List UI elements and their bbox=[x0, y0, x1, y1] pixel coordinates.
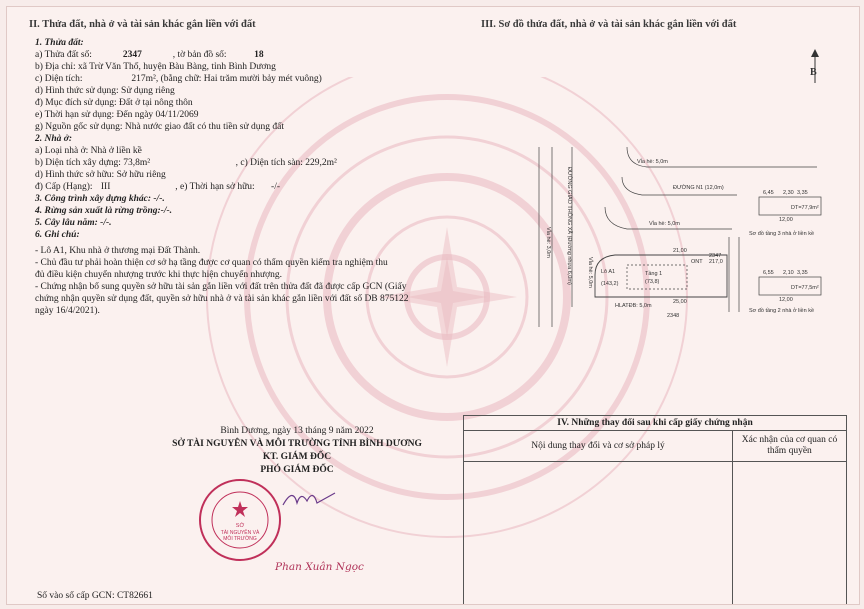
official-seal bbox=[197, 477, 283, 563]
dim-25: 25,00 bbox=[673, 299, 687, 305]
compass-letter: B bbox=[810, 67, 817, 78]
svg-text:SỞ: SỞ bbox=[235, 523, 245, 529]
col-confirmation: Xác nhận của cơ quan có thẩm quyền bbox=[741, 435, 838, 456]
map-number: 18 bbox=[254, 50, 264, 60]
section3-title: III. Sơ đồ thửa đất, nhà ở và tài sản khác gắn liền với đất bbox=[481, 19, 737, 30]
dt-top: DT=77,9m² bbox=[791, 205, 819, 211]
area-label: c) Diện tích: bbox=[35, 74, 83, 84]
map-label: , tờ bản đồ số: bbox=[172, 50, 227, 60]
label-ont: ONT bbox=[691, 259, 703, 265]
place-date: Bình Dương, ngày 13 tháng 9 năm 2022 bbox=[220, 426, 374, 436]
item-4: 4. Rừng sản xuất là rừng trồng:-/-. bbox=[35, 206, 173, 216]
label-vialu-left: Vỉa hè: 3,0m bbox=[545, 227, 551, 258]
parcel-number: 2347 bbox=[122, 50, 142, 60]
own-form-label: d) Hình thức sở hữu: bbox=[35, 170, 115, 180]
use-form-label: d) Hình thức sử dụng: bbox=[35, 86, 119, 96]
handwritten-signature bbox=[279, 485, 339, 513]
item-5: 5. Cây lâu năm: -/-. bbox=[35, 218, 112, 228]
address-value: xã Trừ Văn Thố, huyện Bàu Bàng, tỉnh Bình Dương bbox=[78, 62, 276, 72]
label-parcel-no: 2347 bbox=[709, 253, 722, 259]
grade-row bbox=[35, 181, 455, 193]
label-vialu-lot: Vỉa hè: 5,0m bbox=[587, 257, 593, 288]
label-vialu-top: Vỉa hè: 5,0m bbox=[637, 159, 668, 165]
svg-text:TÀI NGUYÊN VÀ: TÀI NGUYÊN VÀ bbox=[220, 530, 260, 536]
dim-bot-1200: 12,00 bbox=[779, 297, 793, 303]
changes-table bbox=[463, 415, 847, 605]
land-heading: 1. Thửa đất: bbox=[35, 38, 84, 48]
label-vialu-mid: Vỉa hè: 5,0m bbox=[649, 221, 680, 227]
svg-text:MÔI TRƯỜNG: MÔI TRƯỜNG bbox=[223, 536, 257, 542]
own-term-label: , e) Thời hạn sở hữu: bbox=[175, 182, 255, 192]
kt-title: KT. GIÁM ĐỐC bbox=[262, 452, 332, 462]
house-type-value: Nhà ở liền kề bbox=[90, 146, 142, 156]
column-divider bbox=[732, 461, 733, 604]
area-value: 217m², (bằng chữ: Hai trăm mười bảy mét vuông) bbox=[131, 74, 322, 84]
use-form-row bbox=[35, 85, 455, 97]
dim-top-230: 2,30 bbox=[783, 190, 794, 196]
gcn-number: Số vào sổ cấp GCN: CT82661 bbox=[37, 591, 153, 601]
house-type-row bbox=[35, 145, 455, 157]
dim-bot-335: 3,35 bbox=[797, 270, 808, 276]
parcel-label: a) Thửa đất số: bbox=[35, 50, 92, 60]
house-heading: 2. Nhà ở: bbox=[35, 134, 73, 144]
dt-bot: DT=77,5m² bbox=[791, 285, 819, 291]
parcel-row bbox=[35, 49, 455, 61]
north-arrow-icon bbox=[805, 47, 825, 87]
term-label: e) Thời hạn sử dụng: bbox=[35, 110, 115, 120]
build-area-value: 73,8m² bbox=[123, 158, 151, 168]
address-label: b) Địa chỉ: bbox=[35, 62, 76, 72]
grade-value: III bbox=[100, 182, 111, 192]
label-lot-area: (143,2) bbox=[601, 281, 619, 287]
dim-bot-655: 6,55 bbox=[763, 270, 774, 276]
use-form-value: Sử dụng riêng bbox=[121, 86, 175, 96]
land-info bbox=[35, 37, 455, 317]
area-row bbox=[35, 73, 455, 85]
purpose-value: Đất ở tại nông thôn bbox=[119, 98, 193, 108]
address-row bbox=[35, 61, 455, 73]
section4-title: IV. Những thay đổi sau khi cấp giấy chứng nhận bbox=[464, 416, 846, 431]
build-area-row bbox=[35, 157, 455, 169]
label-floor: Tầng 1 bbox=[645, 271, 663, 277]
section2-title: II. Thửa đất, nhà ở và tài sản khác gắn liền với đất bbox=[29, 19, 256, 30]
term-value: Đến ngày 04/11/2069 bbox=[116, 110, 199, 120]
own-form-value: Sở hữu riêng bbox=[116, 170, 166, 180]
purpose-row bbox=[35, 97, 455, 109]
floor-area-value: 229,2m² bbox=[305, 158, 337, 168]
note-3: - Chứng nhận bổ sung quyền sở hữu tài sản gắn liền với đất trên thửa đất đã được cấp GCN (Giấy chứng nhận quyền sử dụng đất, quyền sở hữu nhà ở và tài sản khác gắn liền với đất số DB 875122 ngày 16/4/2021). bbox=[35, 282, 409, 316]
changes-header bbox=[464, 431, 846, 462]
plan-bot: Sơ đồ tầng 2 nhà ở liền kề bbox=[749, 308, 815, 314]
note-2: - Chủ đầu tư phải hoàn thiện cơ sở hạ tầng được cơ quan có thẩm quyền kiểm tra nghiệm thu đủ điều kiện chuyển nhượng trước khi thực hiện chuyển nhượng. bbox=[35, 258, 388, 280]
label-lot: Lô A1 bbox=[601, 269, 616, 275]
dim-top-1200: 12,00 bbox=[779, 217, 793, 223]
col-change-content: Nội dung thay đổi và cơ sở pháp lý bbox=[464, 431, 733, 461]
label-parcel-area: 217,0 bbox=[709, 259, 723, 265]
purpose-label: đ) Mục đích sử dụng: bbox=[35, 98, 117, 108]
signature-block bbox=[147, 425, 447, 477]
dim-21: 21,00 bbox=[673, 248, 687, 254]
label-neighbor: 2348 bbox=[667, 313, 680, 319]
role-title: PHÓ GIÁM ĐỐC bbox=[260, 465, 334, 475]
dim-top-335: 3,35 bbox=[797, 190, 808, 196]
dim-bot-210: 2,10 bbox=[783, 270, 794, 276]
label-road-vertical: ĐƯỜNG GIAO THÔNG XÃ (Đường nhựa 6,0m) bbox=[566, 167, 572, 285]
origin-row bbox=[35, 121, 455, 133]
label-floor-area: (73,8) bbox=[645, 279, 660, 285]
own-form-row bbox=[35, 169, 455, 181]
build-area-label: b) Diện tích xây dựng: bbox=[35, 158, 121, 168]
term-row bbox=[35, 109, 455, 121]
certificate-page bbox=[6, 6, 860, 605]
item-3: 3. Công trình xây dựng khác: -/-. bbox=[35, 194, 165, 204]
note-1: - Lô A1, Khu nhà ở thương mại Đất Thành. bbox=[35, 246, 201, 256]
signer-name: Phan Xuân Ngọc bbox=[275, 561, 364, 573]
own-term-value: -/- bbox=[271, 182, 281, 192]
house-type-label: a) Loại nhà ở: bbox=[35, 146, 89, 156]
origin-label: g) Nguồn gốc sử dụng: bbox=[35, 122, 123, 132]
plan-top: Sơ đồ tầng 3 nhà ở liền kề bbox=[749, 231, 815, 237]
label-road-n1: ĐƯỜNG N1 (12,0m) bbox=[673, 185, 724, 191]
parcel-diagram bbox=[477, 107, 857, 337]
item-6: 6. Ghi chú: bbox=[35, 230, 80, 240]
dim-top-645: 6,45 bbox=[763, 190, 774, 196]
grade-label: đ) Cấp (Hạng): bbox=[35, 182, 93, 192]
issuing-org: SỞ TÀI NGUYÊN VÀ MÔI TRƯỜNG TỈNH BÌNH DƯƠNG bbox=[172, 439, 422, 449]
floor-area-label: , c) Diện tích sàn: bbox=[235, 158, 303, 168]
label-hlatdb: HLATĐB: 5,0m bbox=[615, 303, 652, 309]
origin-value: Nhà nước giao đất có thu tiền sử dụng đất bbox=[124, 122, 284, 132]
